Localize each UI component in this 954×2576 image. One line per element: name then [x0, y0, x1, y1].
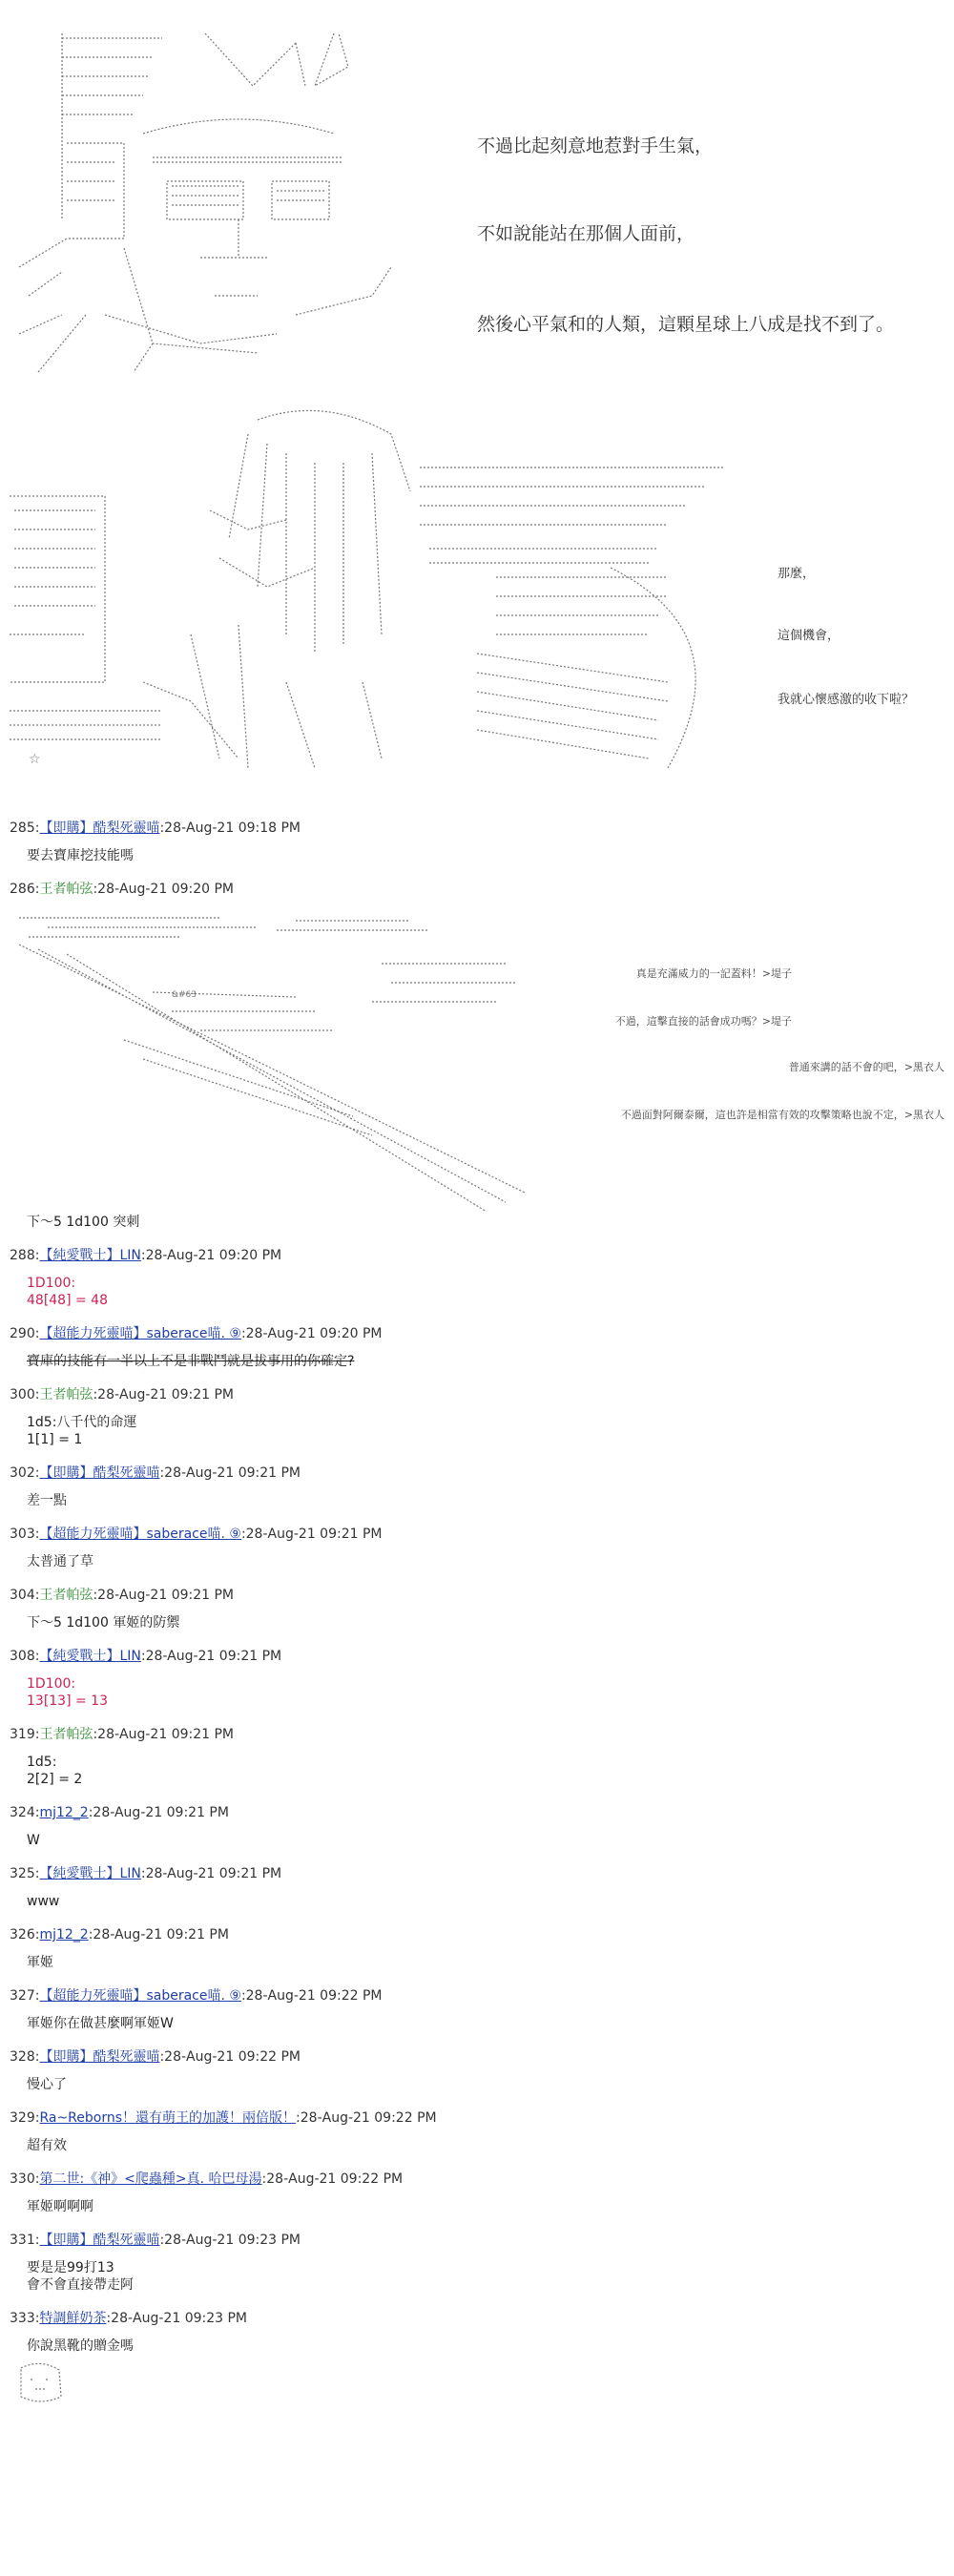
post-body	[10, 2005, 944, 2047]
post-329	[10, 2109, 944, 2170]
post-324	[10, 1803, 944, 1864]
post-body-line: 超有效	[27, 2138, 67, 2153]
post-number: 290:	[10, 1326, 40, 1341]
post-body-line: 軍姬啊啊啊	[27, 2199, 93, 2214]
post-330	[10, 2170, 944, 2231]
post-header	[10, 1864, 944, 1883]
post-header	[10, 1725, 944, 1744]
post-325	[10, 1864, 944, 1925]
post-body	[10, 1944, 944, 1986]
post-header	[10, 1246, 944, 1265]
post-date: :28-Aug-21 09:21 PM	[93, 1588, 235, 1603]
post-number: 333:	[10, 2311, 40, 2326]
poster-name-link[interactable]: 【即購】酷梨死靈喵	[39, 821, 160, 836]
post-body-line: 要去寶庫挖技能嗎	[27, 848, 134, 863]
post-body	[10, 1883, 944, 1925]
post-333	[10, 2309, 944, 2410]
post-header	[10, 2309, 944, 2328]
post-number: 288:	[10, 1248, 40, 1263]
post-body	[10, 2067, 944, 2109]
dice-result: 48[48] = 48	[27, 1293, 108, 1308]
post-header	[10, 1925, 944, 1944]
post-303	[10, 1525, 944, 1586]
post-body	[10, 1483, 944, 1525]
panel-2-line-3: 我就心懷感激的收下啦？	[778, 693, 915, 707]
ascii-art-figure-2	[0, 396, 744, 778]
poster-name-link[interactable]: 特調鮮奶茶	[39, 2311, 107, 2326]
post-date: :28-Aug-21 09:21 PM	[88, 1805, 229, 1820]
post-header	[10, 1525, 944, 1544]
post-date: :28-Aug-21 09:20 PM	[140, 1248, 282, 1263]
post-304	[10, 1586, 944, 1647]
poster-name-link[interactable]: 【即購】酷梨死靈喵	[39, 1465, 160, 1481]
post-number: 285:	[10, 821, 40, 836]
post-date: :28-Aug-21 09:21 PM	[159, 1465, 301, 1481]
post-300	[10, 1385, 944, 1464]
post-327	[10, 1986, 944, 2047]
panel-3-line-4: 不過面對阿爾泰爾，這也許是相當有效的攻擊策略也說不定，>黑衣人	[620, 1109, 944, 1121]
star-glyph: ☆	[29, 752, 41, 767]
post-288	[10, 1246, 944, 1324]
post-header	[10, 1464, 944, 1483]
post-body-line: 你說黑靴的贈金嗎	[27, 2338, 134, 2354]
post-body	[10, 1605, 944, 1647]
post-date: :28-Aug-21 09:23 PM	[159, 2233, 301, 2248]
post-header	[10, 1586, 944, 1605]
post-number: 331:	[10, 2233, 40, 2248]
poster-name-link[interactable]: 【超能力死靈喵】saberace喵. ⑨	[39, 1326, 241, 1341]
dice-label: 1D100:	[27, 1676, 76, 1692]
panel-3-line-2: 不過，這擊直接的話會成功嗎？>堤子	[614, 1015, 792, 1028]
post-header	[10, 880, 944, 899]
post-body-line: 寶庫的技能有一半以上不是非戰鬥就是拔事用的你確定?	[27, 1354, 355, 1369]
poster-name-link[interactable]: 第二世:《神》<爬蟲種>真. 哈巴母湯	[39, 2171, 262, 2187]
poster-name-link[interactable]: 【純愛戰士】LIN	[39, 1649, 141, 1664]
post-body-line: 軍姬	[27, 1955, 53, 1970]
post-body-line: 要是是99打13	[27, 2260, 114, 2275]
post-header	[10, 1986, 944, 2005]
post-326	[10, 1925, 944, 1986]
poster-name-link[interactable]: mj12_2	[39, 1927, 89, 1942]
post-number: 308:	[10, 1649, 40, 1664]
post-body-line: www	[27, 1894, 60, 1909]
post-290	[10, 1324, 944, 1385]
post-date: :28-Aug-21 09:20 PM	[240, 1326, 383, 1341]
post-number: 327:	[10, 1988, 40, 2004]
post-body	[10, 1214, 944, 1246]
post-number: 303:	[10, 1527, 40, 1542]
post-date: :28-Aug-21 09:22 PM	[240, 1988, 383, 2004]
dice-result: 13[13] = 13	[27, 1693, 108, 1709]
poster-name-link[interactable]: 【超能力死靈喵】saberace喵. ⑨	[39, 1527, 241, 1542]
post-285	[10, 819, 944, 880]
post-body-line: 1d5:八千代的命運	[27, 1415, 137, 1430]
post-header	[10, 1385, 944, 1404]
post-header	[10, 2109, 944, 2128]
post-number: 302:	[10, 1465, 40, 1481]
poster-name-link[interactable]: 【超能力死靈喵】saberace喵. ⑨	[39, 1988, 241, 2004]
post-header	[10, 1324, 944, 1343]
post-328	[10, 2047, 944, 2109]
post-body	[10, 1404, 944, 1464]
post-body	[10, 1265, 944, 1324]
ascii-art-figure-3	[10, 906, 544, 1212]
post-number: 329:	[10, 2110, 40, 2126]
poster-name-link[interactable]: 【純愛戰士】LIN	[39, 1248, 141, 1263]
panel-2-line-2: 這個機會，	[778, 629, 840, 643]
post-header	[10, 1803, 944, 1822]
post-date: :28-Aug-21 09:18 PM	[159, 821, 301, 836]
poster-name-link[interactable]: 【即購】酷梨死靈喵	[39, 2049, 160, 2065]
post-header	[10, 2231, 944, 2250]
post-body	[10, 838, 944, 880]
poster-name: 王者帕弦	[39, 1727, 93, 1742]
post-body-line: 軍姬你在做甚麼啊軍姬W	[27, 2016, 174, 2031]
poster-name: 王者帕弦	[39, 1387, 93, 1402]
post-number: 330:	[10, 2171, 40, 2187]
post-date: :28-Aug-21 09:21 PM	[93, 1387, 235, 1402]
post-number: 325:	[10, 1866, 40, 1881]
post-date: :28-Aug-21 09:21 PM	[88, 1927, 229, 1942]
dice-label: 1D100:	[27, 1276, 76, 1291]
post-286	[10, 880, 944, 1246]
post-body	[10, 2189, 944, 2231]
post-date: :28-Aug-21 09:20 PM	[93, 882, 235, 897]
post-number: 328:	[10, 2049, 40, 2065]
post-body-line: 差一點	[27, 1493, 67, 1508]
post-308	[10, 1647, 944, 1725]
post-body	[10, 1343, 944, 1385]
post-body	[10, 1822, 944, 1864]
ascii-art-panel-3	[10, 899, 944, 1214]
poster-name-link[interactable]: mj12_2	[39, 1805, 89, 1820]
post-header	[10, 1647, 944, 1666]
post-date: :28-Aug-21 09:22 PM	[296, 2110, 437, 2126]
panel-1-line-1: 不過比起刻意地惹對手生氣，	[477, 135, 714, 156]
post-number: 304:	[10, 1588, 40, 1603]
panel-1-line-3: 然後心平氣和的人類，這顆星球上八成是找不到了。	[477, 314, 895, 335]
ascii-art-panel-2	[0, 396, 744, 778]
post-319	[10, 1725, 944, 1803]
post-body	[10, 1666, 944, 1725]
post-body-line: 下～5 1d100 突刺	[27, 1215, 140, 1230]
post-body-line: 下～5 1d100 軍姬的防禦	[27, 1615, 180, 1631]
post-body	[10, 1744, 944, 1803]
post-body	[10, 1544, 944, 1586]
aa-fragment: &#63	[172, 990, 197, 1000]
post-number: 300:	[10, 1387, 40, 1402]
post-header	[10, 2047, 944, 2067]
poster-name-link[interactable]: 【純愛戰士】LIN	[39, 1866, 141, 1881]
post-date: :28-Aug-21 09:21 PM	[140, 1866, 282, 1881]
panel-3-line-1: 真是充滿威力的一記蓋料！>堤子	[635, 967, 792, 980]
post-body-line: 2[2] = 2	[27, 1772, 83, 1787]
post-body-line: W	[27, 1833, 40, 1848]
post-number: 319:	[10, 1727, 40, 1742]
panel-2-line-1: 那麼，	[778, 567, 816, 581]
post-date: :28-Aug-21 09:22 PM	[159, 2049, 301, 2065]
panel-1-line-2: 不如說能站在那個人面前，	[477, 223, 695, 244]
post-body	[10, 2250, 944, 2309]
thread-posts	[10, 819, 944, 2410]
post-body-line: 1d5:	[27, 1755, 57, 1770]
post-body	[10, 2328, 944, 2358]
ascii-art-figure-1	[10, 29, 458, 382]
post-date: :28-Aug-21 09:21 PM	[140, 1649, 282, 1664]
post-date: :28-Aug-21 09:23 PM	[106, 2311, 248, 2326]
small-ascii-face	[11, 2358, 69, 2406]
poster-name: 王者帕弦	[39, 1588, 93, 1603]
poster-name-link[interactable]: 【即購】酷梨死靈喵	[39, 2233, 160, 2248]
ascii-art-panel-1	[10, 29, 458, 382]
post-date: :28-Aug-21 09:22 PM	[261, 2171, 404, 2187]
post-header	[10, 2170, 944, 2189]
post-body-line: 慢心了	[27, 2077, 67, 2092]
post-body-line: 1[1] = 1	[27, 1432, 83, 1447]
panel-3-line-3: 普通來講的話不會的吧，>黑衣人	[788, 1061, 944, 1073]
post-body	[10, 2128, 944, 2170]
post-number: 324:	[10, 1805, 40, 1820]
poster-name-link[interactable]: Ra~Reborns！還有萌王的加護！兩倍版！	[39, 2110, 297, 2126]
post-header	[10, 819, 944, 838]
post-number: 326:	[10, 1927, 40, 1942]
post-number: 286:	[10, 882, 40, 897]
poster-name: 王者帕弦	[39, 882, 93, 897]
post-302	[10, 1464, 944, 1525]
post-date: :28-Aug-21 09:21 PM	[240, 1527, 383, 1542]
post-331	[10, 2231, 944, 2309]
post-body-line: 太普通了草	[27, 1554, 93, 1569]
post-body-line: 會不會直接帶走阿	[27, 2277, 134, 2293]
post-date: :28-Aug-21 09:21 PM	[93, 1727, 235, 1742]
